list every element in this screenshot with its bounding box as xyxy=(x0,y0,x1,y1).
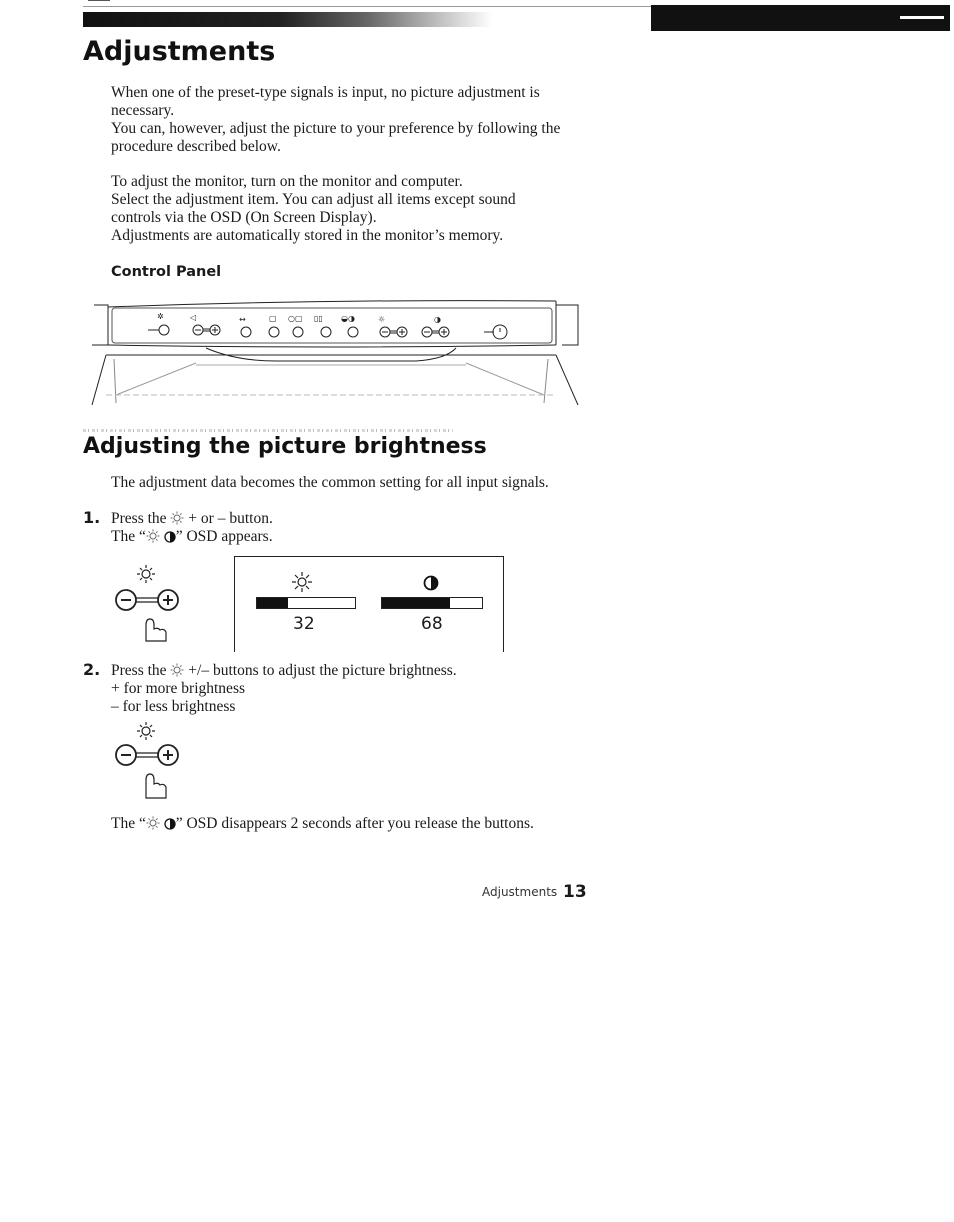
svg-text:↔: ↔ xyxy=(239,315,246,324)
page-number: 13 xyxy=(563,882,587,902)
header-line xyxy=(83,6,651,7)
brightness-sun-icon xyxy=(146,816,160,830)
page-title: Adjustments xyxy=(83,36,276,67)
osd-display xyxy=(234,556,504,652)
svg-text:◒◑: ◒◑ xyxy=(341,314,355,323)
svg-text:✲: ✲ xyxy=(157,312,164,321)
svg-text:▯▯: ▯▯ xyxy=(314,314,323,323)
step-1-subtext: The “ ” OSD appears. xyxy=(111,528,273,545)
step-2-text: Press the +/– buttons to adjust the picture brightness. xyxy=(111,662,457,679)
brightness-sun-icon xyxy=(170,511,184,525)
minus-plus-button-icon xyxy=(112,720,192,802)
contrast-level-bar xyxy=(381,597,483,609)
contrast-level-fill xyxy=(382,598,450,608)
svg-text:▢: ▢ xyxy=(269,314,277,323)
footer-section-label: Adjustments xyxy=(482,885,558,899)
header-dash xyxy=(88,0,110,1)
svg-text:○▢: ○▢ xyxy=(288,314,303,323)
contrast-half-circle-icon xyxy=(164,818,176,830)
closing-text: The “ ” OSD disappears 2 seconds after you release the buttons. xyxy=(111,815,534,832)
brightness-sun-icon xyxy=(146,529,160,543)
step-2-more: + for more brightness xyxy=(111,680,246,697)
header-gradient-rule xyxy=(83,12,651,27)
svg-text:◁: ◁ xyxy=(190,313,197,322)
header-tab-mark xyxy=(900,16,944,19)
section-heading: Adjusting the picture brightness xyxy=(83,434,487,459)
step-1-text: Press the + or – button. xyxy=(111,510,273,527)
step-1-number: 1. xyxy=(83,508,101,527)
control-panel-illustration xyxy=(86,295,586,413)
brightness-sun-icon xyxy=(291,571,313,593)
instructions-paragraph: To adjust the monitor, turn on the monitor and computer. Select the adjustment item. You can adjust all items except sound controls via the OSD (On Screen Display). Adjustments are automatically stored in the monitor’s memory. xyxy=(111,173,516,244)
contrast-half-circle-icon xyxy=(164,531,176,543)
brightness-value: 32 xyxy=(293,614,315,634)
step-2-less: – for less brightness xyxy=(111,698,236,715)
svg-text:◑: ◑ xyxy=(434,315,441,324)
contrast-value: 68 xyxy=(421,614,443,634)
section-lead: The adjustment data becomes the common setting for all input signals. xyxy=(111,474,549,491)
contrast-half-circle-icon xyxy=(423,575,439,591)
control-panel-heading: Control Panel xyxy=(111,264,222,280)
brightness-sun-icon xyxy=(170,663,184,677)
brightness-level-bar xyxy=(256,597,356,609)
svg-text:☼: ☼ xyxy=(378,315,386,324)
intro-paragraph: When one of the preset-type signals is input, no picture adjustment is necessary. You can, however, adjust the picture to your preference by following the procedure described below. xyxy=(111,84,561,155)
minus-plus-button-icon xyxy=(112,563,192,645)
brightness-level-fill xyxy=(257,598,288,608)
step-2-number: 2. xyxy=(83,660,101,679)
section-divider xyxy=(83,429,453,432)
